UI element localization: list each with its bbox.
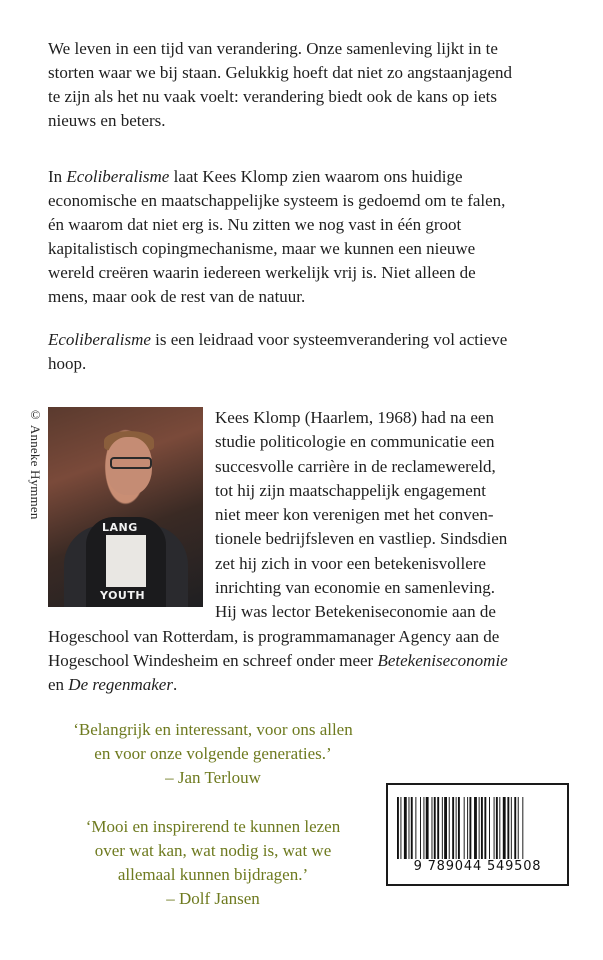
quote-attribution: – Jan Terlouw xyxy=(165,768,261,787)
barcode-bar xyxy=(479,797,480,859)
barcode-bar xyxy=(434,797,436,859)
book-title: Ecoliberalisme xyxy=(66,167,170,186)
photo-credit: © Anneke Hymmen xyxy=(28,407,43,520)
barcode-bar xyxy=(400,797,401,859)
barcode-bar xyxy=(458,797,460,859)
review-quote-1 xyxy=(48,718,378,790)
book-description-paragraph xyxy=(48,165,568,309)
barcode-bar xyxy=(474,797,477,859)
barcode-bar xyxy=(444,797,447,859)
book-title-betekeniseconomie: Betekeniseconomie xyxy=(377,651,508,670)
barcode-bar xyxy=(423,797,424,859)
barcode-bar xyxy=(397,797,399,859)
quote-attribution: – Dolf Jansen xyxy=(166,889,260,908)
author-bio-full xyxy=(48,625,588,697)
text-line: én waarom dat niet erg is. Nu zitten we nog vast in één groot xyxy=(48,215,462,234)
barcode-bar xyxy=(494,797,495,859)
intro-paragraph xyxy=(48,37,568,133)
author-bio-side xyxy=(215,406,575,625)
isbn-number: 9 789044 549508 xyxy=(413,859,542,874)
barcode-bar xyxy=(456,797,457,859)
barcode-bar xyxy=(442,797,443,859)
text-line: mens, maar ook de rest van de natuur. xyxy=(48,287,306,306)
barcode-icon xyxy=(397,797,562,859)
bio-line: inrichting van economie en samenleving. xyxy=(215,578,495,598)
text-line: kapitalistisch copingmechanisme, maar we kunnen een nieuwe xyxy=(48,239,476,258)
barcode-bar xyxy=(404,797,407,859)
barcode-bar xyxy=(511,797,512,859)
barcode-bar xyxy=(467,797,468,859)
book-title-regenmaker: De regenmaker xyxy=(68,675,173,694)
barcode-bar xyxy=(415,797,416,859)
book-summary-paragraph xyxy=(48,328,568,376)
text-line: wereld creëren waarin iedereen werkelijk vrij is. Niet alleen de xyxy=(48,263,476,282)
barcode-bar xyxy=(452,797,454,859)
barcode-bar xyxy=(449,797,450,859)
bio-line: en xyxy=(48,675,69,694)
bio-line: Hogeschool Windesheim en schreef onder meer xyxy=(48,651,378,670)
review-quote-2 xyxy=(48,815,378,911)
text-fragment: In xyxy=(48,167,67,186)
bio-line: niet meer kon verenigen met het conven- xyxy=(215,505,494,525)
bio-line: Hogeschool van Rotterdam, is programmamanager Agency aan de xyxy=(48,627,500,646)
photo-glasses xyxy=(110,457,152,469)
barcode-bar xyxy=(499,797,500,859)
barcode-bar xyxy=(481,797,483,859)
bio-line: . xyxy=(172,675,178,694)
isbn-barcode xyxy=(386,783,569,886)
quote-line: over wat kan, wat nodig is, wat we xyxy=(94,841,332,860)
text-line: nieuws en beters. xyxy=(48,111,166,130)
barcode-bar xyxy=(437,797,439,859)
barcode-bar xyxy=(426,797,429,859)
text-line: economische en maatschappelijke systeem is gedoemd om te falen, xyxy=(48,191,506,210)
bio-line: Kees Klomp (Haarlem, 1968) had na een xyxy=(215,408,494,427)
text-line: We leven in een tijd van verandering. Onze samenleving lijkt in te xyxy=(48,39,498,58)
barcode-bar xyxy=(469,797,471,859)
text-fragment: is een leidraad voor systeemverandering vol actieve xyxy=(150,330,508,349)
photo-shirt-print xyxy=(106,535,146,587)
quote-line: ‘Mooi en inspirerend te kunnen lezen xyxy=(85,817,341,836)
bio-line: tionele bedrijfsleven en vastliep. Sindsdien xyxy=(215,529,508,549)
shirt-text-top: LANG xyxy=(102,521,138,534)
barcode-bar xyxy=(420,797,421,859)
barcode-bar xyxy=(503,797,506,859)
quote-line: en voor onze volgende generaties.’ xyxy=(94,744,332,763)
barcode-bar xyxy=(514,797,516,859)
text-line: hoop. xyxy=(48,354,87,373)
barcode-bar xyxy=(496,797,498,859)
text-line: storten waar we bij staan. Gelukkig hoeft dat niet zo angstaanjagend xyxy=(48,63,513,82)
bio-line: succesvolle carrière in de reclamewereld, xyxy=(215,456,496,476)
barcode-bar xyxy=(507,797,509,859)
bio-line: studie politicologie en communicatie een xyxy=(215,432,495,452)
author-photo xyxy=(48,407,203,607)
barcode-bar xyxy=(484,797,486,859)
barcode-bar xyxy=(411,797,413,859)
barcode-bar xyxy=(489,797,490,859)
text-line: te zijn als het nu vaak voelt: verandering biedt ook de kans op iets xyxy=(48,87,497,106)
text-fragment: laat Kees Klomp zien waarom ons huidige xyxy=(169,167,463,186)
quote-line: allemaal kunnen bijdragen.’ xyxy=(117,865,309,884)
bio-line: zet hij zich in voor een betekenisvollere xyxy=(215,553,486,573)
barcode-bar xyxy=(432,797,433,859)
barcode-bar xyxy=(518,797,519,859)
book-title: Ecoliberalisme xyxy=(48,330,151,349)
bio-line: tot hij zijn maatschappelijk engagement xyxy=(215,480,486,500)
shirt-text-bottom: YOUTH xyxy=(100,589,146,602)
bio-line: Hij was lector Betekeniseconomie aan de xyxy=(215,602,496,622)
quote-line: ‘Belangrijk en interessant, voor ons allen xyxy=(73,720,353,739)
barcode-bar xyxy=(409,797,410,859)
barcode-bar xyxy=(464,797,465,859)
barcode-bar xyxy=(522,797,523,859)
